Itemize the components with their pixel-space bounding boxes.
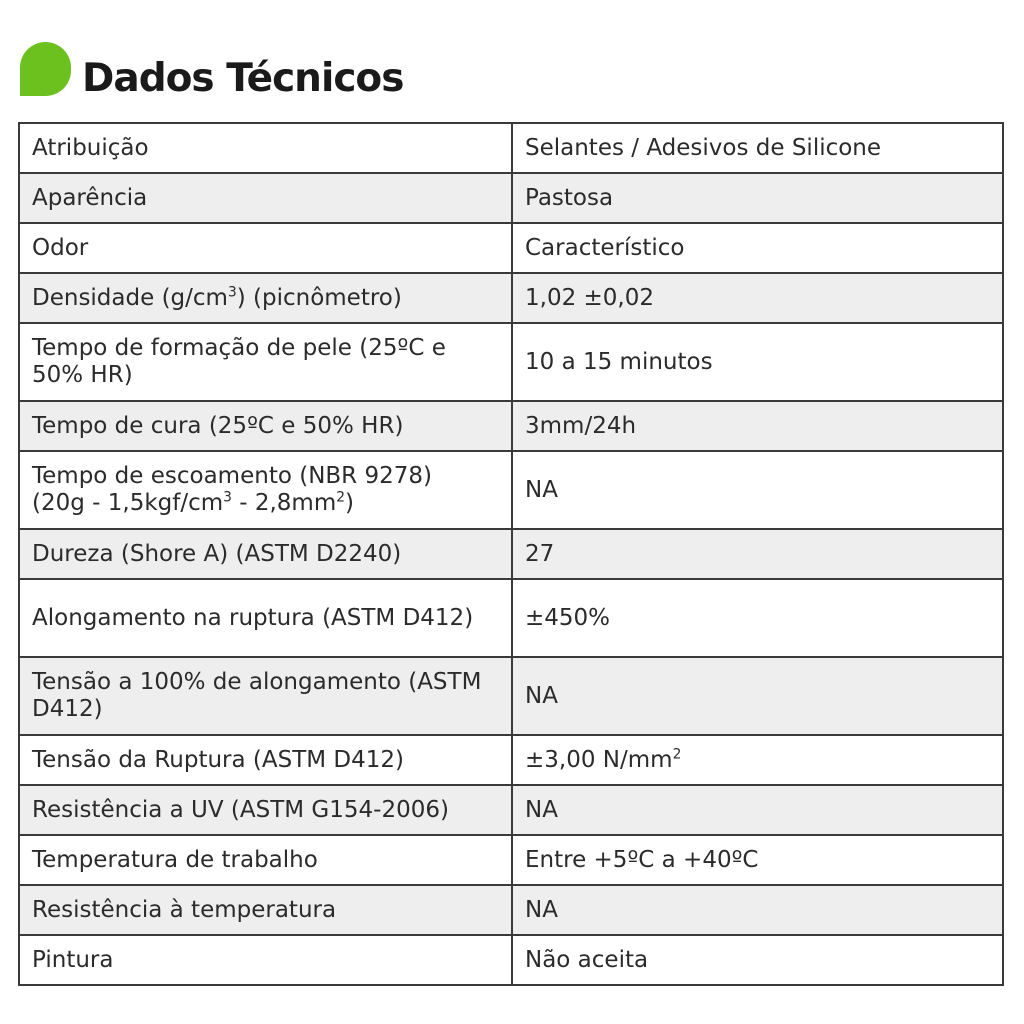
page-title: Dados Técnicos	[82, 56, 404, 101]
row-value: NA	[512, 885, 1003, 935]
row-label: Pintura	[19, 935, 512, 985]
table-row	[19, 323, 1003, 401]
table-row	[19, 223, 1003, 273]
row-label: Atribuição	[19, 123, 512, 173]
label-text: (20g - 1,5kgf/cm	[32, 490, 224, 516]
row-value: Selantes / Adesivos de Silicone	[512, 123, 1003, 173]
table-row	[19, 835, 1003, 885]
row-value	[512, 735, 1003, 785]
row-label	[19, 451, 512, 529]
row-value: 3mm/24h	[512, 401, 1003, 451]
row-label: Alongamento na ruptura (ASTM D412)	[19, 579, 512, 657]
table-row	[19, 579, 1003, 657]
row-value: NA	[512, 785, 1003, 835]
row-value: Não aceita	[512, 935, 1003, 985]
row-label: Resistência a UV (ASTM G154-2006)	[19, 785, 512, 835]
table-row	[19, 123, 1003, 173]
value-text: ±3,00 N/mm	[525, 746, 673, 773]
table-row	[19, 529, 1003, 579]
label-text: ) (picnômetro)	[236, 284, 402, 311]
row-label: Tempo de formação de pele (25ºC e 50% HR)	[19, 323, 512, 401]
row-label: Dureza (Shore A) (ASTM D2240)	[19, 529, 512, 579]
table-row	[19, 785, 1003, 835]
table-row	[19, 273, 1003, 323]
table-row	[19, 885, 1003, 935]
row-value: 27	[512, 529, 1003, 579]
row-value: Entre +5ºC a +40ºC	[512, 835, 1003, 885]
table-row	[19, 401, 1003, 451]
row-value: NA	[512, 451, 1003, 529]
row-label: Tensão a 100% de alongamento (ASTM D412)	[19, 657, 512, 735]
superscript: 3	[227, 283, 237, 300]
superscript: 2	[336, 489, 346, 506]
table-row	[19, 451, 1003, 529]
superscript: 2	[672, 745, 682, 762]
row-label: Temperatura de trabalho	[19, 835, 512, 885]
label-text: Densidade (g/cm	[32, 284, 228, 311]
label-text: )	[345, 490, 355, 516]
table-row	[19, 735, 1003, 785]
table-row	[19, 173, 1003, 223]
row-value: NA	[512, 657, 1003, 735]
label-text: Tempo de escoamento (NBR 9278)	[32, 463, 432, 489]
row-value: Pastosa	[512, 173, 1003, 223]
page-header	[20, 40, 1000, 110]
row-label: Resistência à temperatura	[19, 885, 512, 935]
row-value: 1,02 ±0,02	[512, 273, 1003, 323]
label-text: - 2,8mm	[231, 490, 337, 516]
row-label: Aparência	[19, 173, 512, 223]
row-label: Tensão da Ruptura (ASTM D412)	[19, 735, 512, 785]
table-row	[19, 935, 1003, 985]
technical-data-table	[18, 122, 1004, 986]
leaf-icon	[20, 42, 71, 96]
row-label	[19, 273, 512, 323]
superscript: 3	[223, 489, 232, 506]
row-value: 10 a 15 minutos	[512, 323, 1003, 401]
row-value: ±450%	[512, 579, 1003, 657]
row-value: Característico	[512, 223, 1003, 273]
table-row	[19, 657, 1003, 735]
row-label: Tempo de cura (25ºC e 50% HR)	[19, 401, 512, 451]
row-label: Odor	[19, 223, 512, 273]
